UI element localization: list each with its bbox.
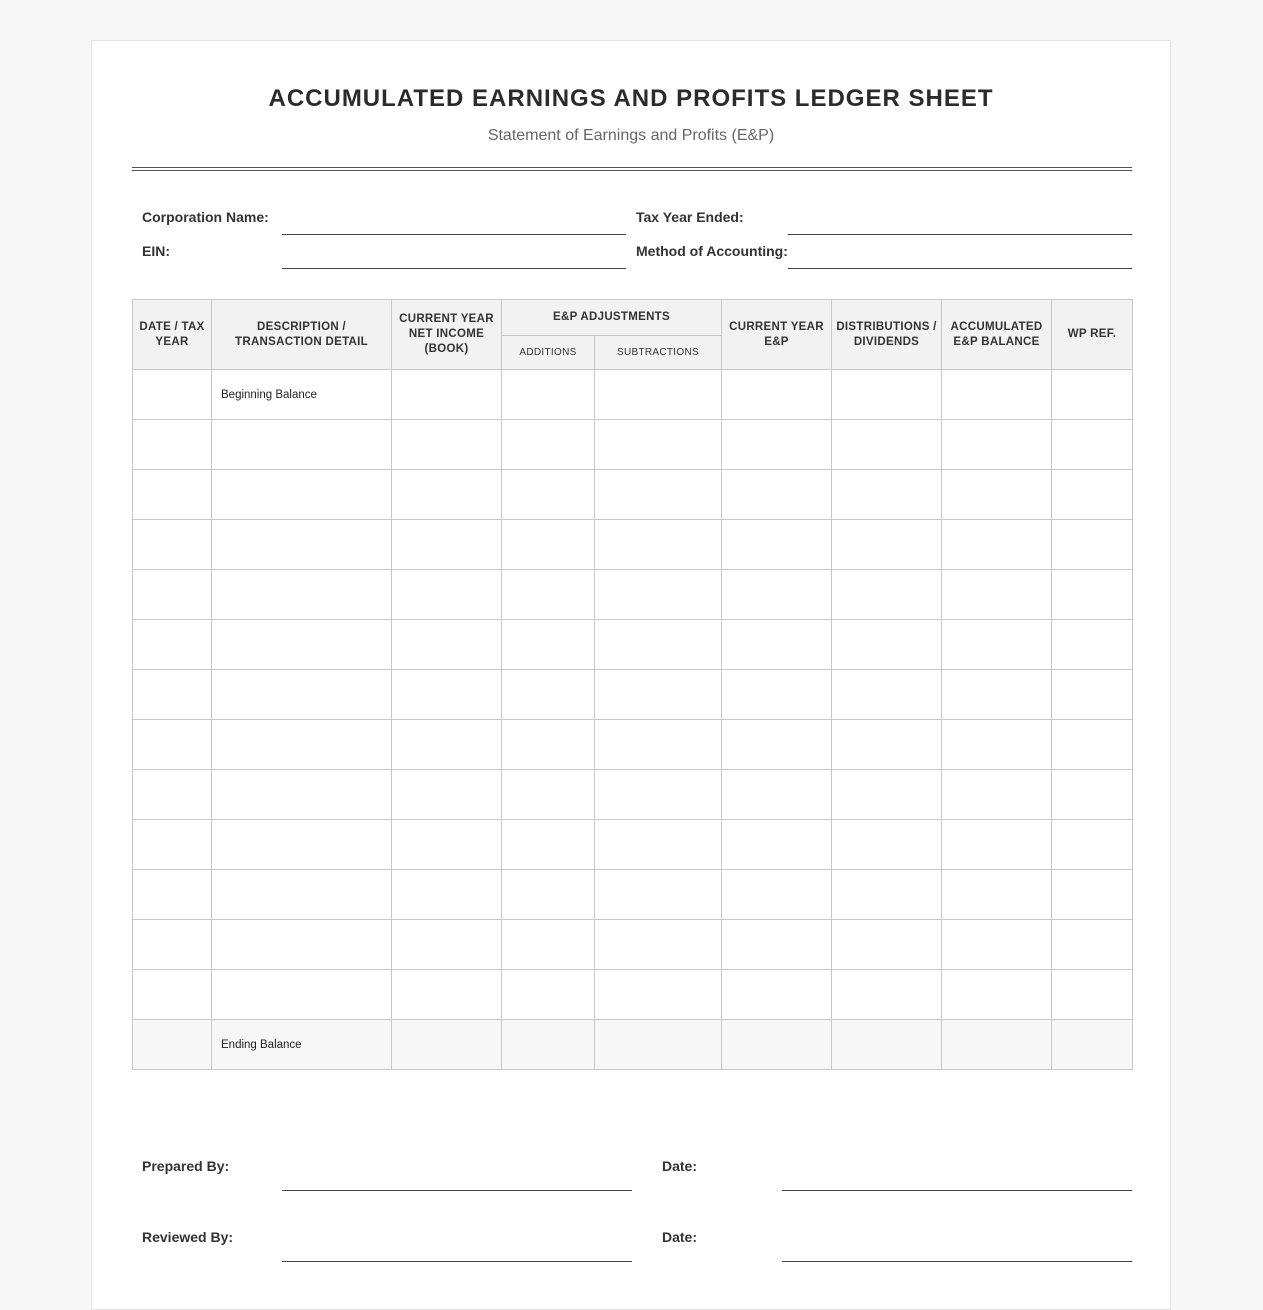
column-header-distributions: DISTRIBUTIONS / DIVIDENDS bbox=[832, 300, 942, 370]
table-cell[interactable] bbox=[1052, 970, 1133, 1020]
table-cell[interactable] bbox=[942, 370, 1052, 420]
table-cell[interactable] bbox=[392, 820, 502, 870]
table-cell[interactable] bbox=[722, 620, 832, 670]
corporation-name-label: Corporation Name: bbox=[142, 209, 269, 225]
prepared-by-field[interactable] bbox=[282, 1190, 632, 1191]
table-cell[interactable] bbox=[133, 620, 212, 670]
method-of-accounting-label: Method of Accounting: bbox=[636, 243, 788, 259]
reviewed-date-label: Date: bbox=[662, 1229, 698, 1245]
table-cell[interactable] bbox=[133, 720, 212, 770]
table-cell[interactable] bbox=[392, 920, 502, 970]
tax-year-ended-label: Tax Year Ended: bbox=[636, 209, 744, 225]
table-cell[interactable] bbox=[832, 370, 942, 420]
beginning-balance-row bbox=[133, 370, 1133, 420]
table-cell[interactable] bbox=[595, 920, 722, 970]
table-cell[interactable] bbox=[722, 470, 832, 520]
table-cell[interactable] bbox=[502, 870, 595, 920]
table-cell[interactable] bbox=[133, 820, 212, 870]
ein-label: EIN: bbox=[142, 243, 170, 259]
ein-field[interactable] bbox=[282, 268, 626, 269]
table-cell[interactable] bbox=[133, 420, 212, 470]
table-cell[interactable] bbox=[942, 420, 1052, 470]
table-cell[interactable] bbox=[212, 920, 392, 970]
table-cell[interactable] bbox=[392, 720, 502, 770]
reviewed-by-field[interactable] bbox=[282, 1261, 632, 1262]
table-cell[interactable] bbox=[133, 370, 212, 420]
prepared-date-field[interactable] bbox=[782, 1190, 1132, 1191]
table-cell[interactable] bbox=[1052, 770, 1133, 820]
table-cell[interactable] bbox=[502, 570, 595, 620]
table-cell[interactable] bbox=[595, 520, 722, 570]
table-cell[interactable] bbox=[722, 870, 832, 920]
table-cell[interactable] bbox=[502, 420, 595, 470]
table-cell[interactable] bbox=[722, 970, 832, 1020]
table-cell[interactable] bbox=[722, 520, 832, 570]
table-row bbox=[133, 620, 1133, 670]
table-cell[interactable] bbox=[1052, 470, 1133, 520]
table-cell[interactable] bbox=[133, 570, 212, 620]
table-cell[interactable] bbox=[942, 1020, 1052, 1070]
table-cell[interactable] bbox=[595, 870, 722, 920]
table-cell[interactable] bbox=[212, 470, 392, 520]
table-cell[interactable] bbox=[832, 470, 942, 520]
table-cell[interactable] bbox=[832, 870, 942, 920]
column-header-accumulated: ACCUMULATED E&P BALANCE bbox=[942, 300, 1052, 370]
table-cell[interactable] bbox=[502, 920, 595, 970]
table-cell[interactable] bbox=[212, 770, 392, 820]
table-cell[interactable] bbox=[502, 820, 595, 870]
table-row bbox=[133, 820, 1133, 870]
table-cell[interactable] bbox=[133, 470, 212, 520]
column-header-date: DATE / TAX YEAR bbox=[133, 300, 212, 370]
table-cell[interactable] bbox=[1052, 620, 1133, 670]
table-row bbox=[133, 720, 1133, 770]
table-row bbox=[133, 770, 1133, 820]
ledger-table bbox=[132, 299, 1133, 1070]
table-row bbox=[133, 470, 1133, 520]
table-cell[interactable] bbox=[595, 670, 722, 720]
table-cell[interactable] bbox=[832, 520, 942, 570]
table-cell[interactable] bbox=[392, 570, 502, 620]
table-cell[interactable] bbox=[832, 820, 942, 870]
ending-balance-label: Ending Balance bbox=[212, 1020, 392, 1070]
table-cell[interactable] bbox=[832, 570, 942, 620]
table-cell[interactable] bbox=[1052, 720, 1133, 770]
table-cell[interactable] bbox=[595, 370, 722, 420]
table-cell[interactable] bbox=[595, 720, 722, 770]
table-cell[interactable] bbox=[133, 520, 212, 570]
table-cell[interactable] bbox=[722, 720, 832, 770]
table-cell[interactable] bbox=[392, 420, 502, 470]
table-cell[interactable] bbox=[722, 820, 832, 870]
table-cell[interactable] bbox=[502, 620, 595, 670]
table-cell[interactable] bbox=[942, 620, 1052, 670]
table-cell[interactable] bbox=[502, 1020, 595, 1070]
table-cell[interactable] bbox=[722, 370, 832, 420]
table-cell[interactable] bbox=[392, 970, 502, 1020]
tax-year-ended-field[interactable] bbox=[788, 234, 1132, 235]
table-cell[interactable] bbox=[212, 670, 392, 720]
table-cell[interactable] bbox=[212, 520, 392, 570]
table-cell[interactable] bbox=[392, 620, 502, 670]
table-cell[interactable] bbox=[1052, 670, 1133, 720]
table-cell[interactable] bbox=[832, 920, 942, 970]
column-header-wp-ref: WP REF. bbox=[1052, 300, 1133, 370]
table-cell[interactable] bbox=[942, 720, 1052, 770]
table-cell[interactable] bbox=[595, 420, 722, 470]
table-cell[interactable] bbox=[133, 670, 212, 720]
table-cell[interactable] bbox=[392, 1020, 502, 1070]
table-cell[interactable] bbox=[832, 670, 942, 720]
table-cell[interactable] bbox=[392, 520, 502, 570]
table-cell[interactable] bbox=[832, 720, 942, 770]
table-cell[interactable] bbox=[832, 770, 942, 820]
table-cell[interactable] bbox=[595, 470, 722, 520]
column-header-current-year-ep: CURRENT YEAR E&P bbox=[722, 300, 832, 370]
table-cell[interactable] bbox=[212, 620, 392, 670]
method-of-accounting-field[interactable] bbox=[788, 268, 1132, 269]
column-header-net-income: CURRENT YEAR NET INCOME (BOOK) bbox=[392, 300, 502, 370]
table-cell[interactable] bbox=[502, 470, 595, 520]
table-cell[interactable] bbox=[722, 570, 832, 620]
table-cell[interactable] bbox=[1052, 520, 1133, 570]
table-cell[interactable] bbox=[392, 770, 502, 820]
table-cell[interactable] bbox=[595, 620, 722, 670]
table-cell[interactable] bbox=[212, 420, 392, 470]
table-cell[interactable] bbox=[502, 520, 595, 570]
table-cell[interactable] bbox=[392, 870, 502, 920]
table-cell[interactable] bbox=[1052, 420, 1133, 470]
table-cell[interactable] bbox=[133, 770, 212, 820]
table-cell[interactable] bbox=[595, 570, 722, 620]
reviewed-by-label: Reviewed By: bbox=[142, 1229, 234, 1245]
table-row bbox=[133, 920, 1133, 970]
table-cell[interactable] bbox=[942, 670, 1052, 720]
table-cell[interactable] bbox=[1052, 920, 1133, 970]
table-cell[interactable] bbox=[595, 770, 722, 820]
beginning-balance-label: Beginning Balance bbox=[212, 370, 392, 420]
table-row bbox=[133, 420, 1133, 470]
page-title: ACCUMULATED EARNINGS AND PROFITS LEDGER SHEET bbox=[268, 85, 994, 112]
table-cell[interactable] bbox=[212, 570, 392, 620]
table-cell[interactable] bbox=[832, 620, 942, 670]
table-cell[interactable] bbox=[502, 970, 595, 1020]
table-cell[interactable] bbox=[502, 720, 595, 770]
table-row bbox=[133, 520, 1133, 570]
prepared-by-label: Prepared By: bbox=[142, 1158, 230, 1174]
table-cell[interactable] bbox=[722, 920, 832, 970]
table-cell[interactable] bbox=[212, 820, 392, 870]
table-cell[interactable] bbox=[942, 770, 1052, 820]
table-cell[interactable] bbox=[942, 970, 1052, 1020]
table-cell[interactable] bbox=[133, 970, 212, 1020]
table-row bbox=[133, 570, 1133, 620]
table-cell[interactable] bbox=[722, 1020, 832, 1070]
table-cell[interactable] bbox=[1052, 870, 1133, 920]
table-cell[interactable] bbox=[133, 920, 212, 970]
table-cell[interactable] bbox=[942, 920, 1052, 970]
table-cell[interactable] bbox=[1052, 570, 1133, 620]
column-header-additions: ADDITIONS bbox=[502, 336, 595, 370]
title-divider bbox=[132, 167, 1132, 171]
reviewed-date-field[interactable] bbox=[782, 1261, 1132, 1262]
page-subtitle: Statement of Earnings and Profits (E&P) bbox=[487, 127, 775, 144]
table-row bbox=[133, 670, 1133, 720]
table-cell[interactable] bbox=[212, 720, 392, 770]
column-header-description: DESCRIPTION / TRANSACTION DETAIL bbox=[212, 300, 392, 370]
prepared-date-label: Date: bbox=[662, 1158, 698, 1174]
table-header-row bbox=[133, 300, 1133, 336]
table-cell[interactable] bbox=[942, 820, 1052, 870]
table-cell[interactable] bbox=[392, 670, 502, 720]
table-cell[interactable] bbox=[502, 770, 595, 820]
table-cell[interactable] bbox=[392, 370, 502, 420]
table-cell[interactable] bbox=[942, 870, 1052, 920]
table-cell[interactable] bbox=[722, 770, 832, 820]
table-cell[interactable] bbox=[502, 370, 595, 420]
table-cell[interactable] bbox=[832, 1020, 942, 1070]
table-cell[interactable] bbox=[1052, 820, 1133, 870]
table-cell[interactable] bbox=[133, 1020, 212, 1070]
table-cell[interactable] bbox=[133, 870, 212, 920]
table-cell[interactable] bbox=[595, 1020, 722, 1070]
table-cell[interactable] bbox=[502, 670, 595, 720]
corporation-name-field[interactable] bbox=[282, 234, 626, 235]
table-cell[interactable] bbox=[595, 820, 722, 870]
column-header-subtractions: SUBTRACTIONS bbox=[595, 336, 722, 370]
table-cell[interactable] bbox=[212, 970, 392, 1020]
table-cell[interactable] bbox=[942, 570, 1052, 620]
column-header-ep-adjustments: E&P ADJUSTMENTS bbox=[502, 300, 722, 336]
table-cell[interactable] bbox=[722, 670, 832, 720]
table-cell[interactable] bbox=[832, 420, 942, 470]
table-cell[interactable] bbox=[1052, 1020, 1133, 1070]
table-row bbox=[133, 970, 1133, 1020]
table-cell[interactable] bbox=[1052, 370, 1133, 420]
table-cell[interactable] bbox=[942, 520, 1052, 570]
ending-balance-row bbox=[133, 1020, 1133, 1070]
table-row bbox=[133, 870, 1133, 920]
table-cell[interactable] bbox=[212, 870, 392, 920]
table-cell[interactable] bbox=[392, 470, 502, 520]
table-cell[interactable] bbox=[832, 970, 942, 1020]
table-cell[interactable] bbox=[722, 420, 832, 470]
table-cell[interactable] bbox=[595, 970, 722, 1020]
ledger-sheet bbox=[91, 40, 1171, 1310]
table-cell[interactable] bbox=[942, 470, 1052, 520]
ledger-body bbox=[133, 370, 1133, 1070]
